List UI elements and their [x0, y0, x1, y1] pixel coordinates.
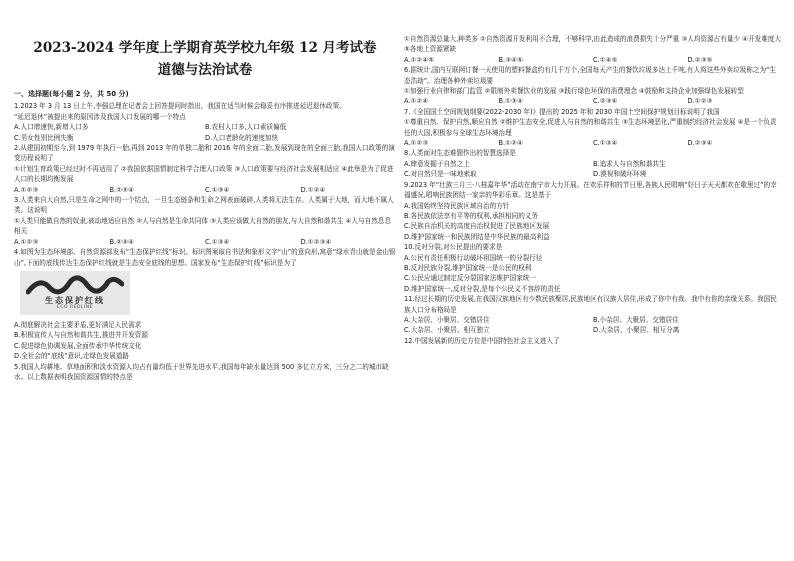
answer-option: C.①③④ — [205, 237, 230, 246]
question-line: D.维护国家统一和民族团结是中华民族的最高利益 — [404, 232, 550, 241]
answer-options — [404, 315, 782, 325]
answer-option: D.①②③ — [687, 97, 713, 106]
question-line: B.反对民族分裂,维护国家统一是公民的权利 — [404, 263, 532, 272]
question-line: A.公民有责任积极行动破坏祖国统一的分裂行径 — [404, 253, 543, 262]
answer-option: C.大杂居、小聚居、相互独立 — [404, 326, 490, 335]
question-line: ①尊重自然、保护自然,顺应自然 ②维护生态安全,促进人与自然的和谐共生 ③生态环境恶化,严重制约经济社会发展 ④是一个负责任的大国,积极参与全球生态环境治理 — [404, 118, 777, 137]
mountain-icon — [26, 274, 124, 296]
question-line: A.彻底解决社会主要矛盾,更好满足人民需求 — [14, 320, 142, 329]
answer-option: D.②③④ — [687, 139, 713, 148]
answer-option: A.①②③ — [404, 139, 429, 148]
answer-option: B.②③④ — [109, 237, 134, 246]
answer-option: B.农村人口多,人口素质偏低 — [205, 123, 287, 132]
answer-option: D.②③⑤ — [687, 55, 713, 64]
answer-option: A.肆意发掘于自然之上 — [404, 159, 470, 168]
question-line: 5.我国人均耕地、草地面积和淡水资源人均占有量均低于世界先进水平,我国每年缺水量达到 500 多亿立方米，三分之二的城市缺水。以上数据表明我国资源国情的特点是 — [14, 362, 389, 381]
question-line: C.民族自治机关的高度自治权促进了民族地区发展 — [404, 222, 550, 231]
answer-options — [14, 122, 396, 132]
answer-option: B.①③④ — [498, 97, 523, 106]
answer-option: B.①②④ — [498, 139, 523, 148]
answer-option: C.①④⑤ — [593, 55, 618, 64]
question-line: 11.经过长期的历史发展,在我国汉族地区有少数民族聚居,民族地区有汉族人居住,形成了你中有我、我中有你的亲缘关系。我国民族人口分布格局是 — [404, 295, 777, 314]
answer-option: B.③④⑤ — [498, 55, 523, 64]
question-line: 4.如图为生态环境部、自然资源部发布“生态保护红线”标识。标识图案取自书法和象形文字“山”的意向形,寓意“绿水青山就是金山银山”,下面的底线传达生态保护红线就是生态安全底线的思想。国家发布“生态保护红线”标识是为了 — [14, 248, 396, 267]
answer-option: D.人口老龄化的速度加快 — [205, 133, 279, 142]
answer-option: C.①③④ — [205, 185, 230, 194]
question-line: D.全社会的“底线”意识,走绿色发展道路 — [14, 352, 130, 361]
question-line: 3.人类来自大自然,只是生命之网中的一个结点，一旦生态链条和生命之网表面破碎,人类将无法生存。人类属于大地，而大地不属人类。这说明 — [14, 196, 394, 215]
right-column — [404, 34, 782, 346]
answer-option: A.①②④ — [404, 97, 429, 106]
question-line: 12.中国发展新的历史方位是中国特色社会主义进入了 — [404, 336, 560, 345]
question-line: 10.反对分裂,对公民提出的要求是 — [404, 243, 503, 252]
answer-option: C.①③④ — [593, 139, 618, 148]
answer-options — [14, 237, 396, 247]
question-line: 9.2023 年“壮族三月三·八桂嘉年华”活动在南宁市大力开展。在欢乐祥和的节日里,各族人民唱响“好日子天天都欢在歌里过”的幸福盛况,唱响民族团结一家亲的华彩乐章。这是基于 — [404, 180, 777, 200]
answer-options — [14, 133, 396, 143]
question-line: ①自然资源总量大,种类多 ②自然资源开发利用不合理，不够科学,由此造成的浪费损失十分严重 ③人均资源占有量少 ④开发难度大 ⑤各地上资源紧缺 — [404, 35, 781, 54]
answer-options — [404, 325, 782, 335]
question-line: B.各民族依法享有平等的权利,承担相同的义务 — [404, 211, 538, 220]
eco-redline-logo — [20, 271, 130, 315]
answer-options — [404, 159, 782, 169]
answer-option: C.男女性别比例失衡 — [14, 133, 74, 142]
question-line: 7.《全国国土空间规划纲要(2022-2030 年)》提出的 2025 年和 2030 年国土空间保护规划目标说明了我国 — [404, 107, 720, 116]
answer-options — [404, 55, 782, 65]
answer-option: B.小杂居、大聚居、交错居住 — [593, 315, 679, 324]
question-line: ①人类只能做自然的奴隶,被动地适应自然 ②人与自然是生命共同体 ③人类应该做大自然的朋友,与大自然和谐共生 ④人与自然息息相关 — [14, 216, 391, 236]
logo-caption: 生态保护红线 — [45, 295, 105, 305]
left-column — [14, 0, 396, 382]
question-line: 1.2023 年 3 月 13 日上午,李强总理在记者会上回答提问时指出，我国在适当时候会稳妥有序推进延迟退休政策。 — [14, 102, 346, 111]
question-line: “延迟退休”被提出来的原因涉及我国人口发展的哪一个特点 — [14, 112, 186, 121]
answer-option: C.②③④ — [593, 97, 618, 106]
question-line: 2.从建国初期至今,到 1979 年执行一胎,再到 2013 年的单独二胎和 2016 年的全面二胎,发展到现在的全面三胎,我国人口政策的演变历程说明了 — [14, 144, 395, 163]
answer-option: A.人口增速快,新增人口多 — [14, 123, 89, 132]
question-line: C.促进绿色协调发展,全面传承中华传统文化 — [14, 341, 142, 350]
answer-option: D.①②③④ — [300, 237, 332, 246]
question-line: 6.据统计,国内互联网订餐一天使用的塑料餐盒约有几千万个,全国每天产生的餐饮垃圾多达上千吨,有人将这些外卖垃圾称之为“生态浩劫”。治理各种外卖垃圾要 — [404, 66, 777, 85]
answer-option: C.对自然只是一味地索取 — [404, 170, 477, 179]
section-heading: 一、选择题(每小题 2 分，共 50 分) — [14, 90, 129, 98]
answer-options — [404, 138, 782, 148]
answer-option: B.②③④ — [109, 185, 134, 194]
question-line: D.维护国家统一,反对分裂,是每个公民义不容辞的责任 — [404, 284, 561, 293]
answer-option: A.①②③ — [14, 237, 39, 246]
answer-option: A.大杂居、小聚居、交错居住 — [404, 315, 490, 324]
answer-option: A.①②④⑤ — [404, 55, 435, 64]
question-line: ①计划生育政策已经过时不再适用了 ②我国依据国情制定科学合理人口政策 ③人口政策要与经济社会发展相适应 ④此举是为了促进人口的长期均衡发展 — [14, 164, 394, 184]
answer-option: B.追求人与自然和谐共生 — [593, 159, 666, 168]
answer-option: A.①②③ — [14, 185, 39, 194]
question-line: A.我国始终坚持民族区域自治的方针 — [404, 201, 510, 210]
logo-english: ECO REDLINE — [57, 304, 93, 310]
answer-option: D.大杂居、小聚居、相互分离 — [593, 326, 680, 335]
question-line: ①加强行业自律和部门监管 ②限制外卖餐饮业的发展 ③践行绿色环保的消费理念 ④鼓励和支持企业加强绿色发展转型 — [404, 87, 744, 96]
question-line: B.积极宣传人与自然和谐共生,推进并开发资源 — [14, 331, 148, 340]
exam-subtitle: 道德与法治试卷 — [157, 62, 253, 78]
answer-options — [404, 96, 782, 106]
answer-options — [404, 169, 782, 179]
answer-options — [14, 185, 396, 195]
question-line: 8.人类面对生态难题作出的智慧选择是 — [404, 149, 516, 158]
question-line: C.公民应通过制定反分裂国家法维护国家统一 — [404, 274, 536, 283]
answer-option: D.①②④ — [300, 185, 326, 194]
answer-option: D.漠视和破坏环境 — [593, 170, 647, 179]
exam-title: 2023-2024 学年度上学期育英学校九年级 12 月考试卷 — [33, 40, 377, 56]
